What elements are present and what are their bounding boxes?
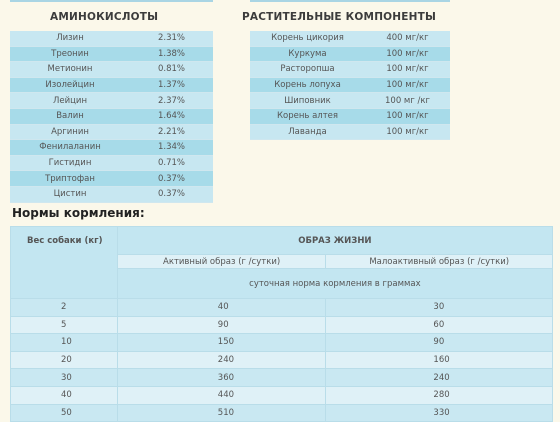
plant-name: Куркума (250, 46, 365, 62)
feeding-table (10, 226, 553, 422)
plant-row (250, 77, 450, 93)
amino-value: 0.81% (130, 62, 213, 78)
plants-title: РАСТИТЕЛЬНЫЕ КОМПОНЕНТЫ (242, 11, 437, 23)
daily-norm-label: суточная норма кормления в граммах (117, 269, 552, 299)
plant-row (250, 46, 450, 62)
amino-name: Фенилаланин (10, 140, 130, 156)
lifestyle-header: ОБРАЗ ЖИЗНИ (117, 227, 552, 255)
amino-value: 1.38% (130, 46, 213, 62)
plant-row (250, 93, 450, 109)
plant-value: 100 мг/кг (365, 124, 450, 140)
amino-row (10, 186, 213, 202)
feeding-weight: 20 (11, 351, 118, 369)
amino-row (10, 140, 213, 156)
amino-name: Гистидин (10, 155, 130, 171)
amino-value: 2.21% (130, 124, 213, 140)
feeding-active: 440 (117, 386, 326, 404)
plant-row (250, 108, 450, 124)
feeding-row (11, 334, 553, 352)
amino-value: 0.37% (130, 186, 213, 202)
amino-row (10, 77, 213, 93)
plant-value: 100 мг/кг (365, 108, 450, 124)
amino-name: Лейцин (10, 93, 130, 109)
amino-name: Лизин (10, 31, 130, 46)
feeding-weight: 5 (11, 316, 118, 334)
plant-name: Корень лопуха (250, 77, 365, 93)
amino-value: 1.34% (130, 140, 213, 156)
amino-name: Цистин (10, 186, 130, 202)
plants-table (250, 31, 450, 140)
amino-value: 2.31% (130, 31, 213, 46)
amino-row (10, 31, 213, 46)
plant-name: Шиповник (250, 93, 365, 109)
plant-value: 100 мг/кг (365, 62, 450, 78)
feeding-row (11, 369, 553, 387)
plant-name: Расторопша (250, 62, 365, 78)
amino-title: АМИНОКИСЛОТЫ (50, 11, 159, 23)
amino-value: 2.37% (130, 93, 213, 109)
plant-value: 100 мг/кг (365, 77, 450, 93)
amino-row (10, 108, 213, 124)
amino-row (10, 171, 213, 187)
top-divider-left (10, 0, 213, 2)
feeding-weight: 40 (11, 386, 118, 404)
amino-name: Изолейцин (10, 77, 130, 93)
plant-name: Корень цикория (250, 31, 365, 46)
feeding-title: Нормы кормления: (12, 206, 145, 220)
amino-value: 1.37% (130, 77, 213, 93)
feeding-row (11, 299, 553, 317)
inactive-header: Малоактивный образ (г /сутки) (326, 255, 553, 269)
feeding-active: 360 (117, 369, 326, 387)
feeding-row (11, 386, 553, 404)
amino-value: 1.64% (130, 108, 213, 124)
amino-name: Аргинин (10, 124, 130, 140)
feeding-row (11, 404, 553, 422)
feeding-weight: 2 (11, 299, 118, 317)
feeding-inactive: 30 (326, 299, 553, 317)
feeding-weight: 30 (11, 369, 118, 387)
feeding-active: 90 (117, 316, 326, 334)
amino-name: Триптофан (10, 171, 130, 187)
feeding-active: 240 (117, 351, 326, 369)
amino-row (10, 62, 213, 78)
feeding-row (11, 316, 553, 334)
feeding-inactive: 330 (326, 404, 553, 422)
plant-row (250, 31, 450, 46)
amino-row (10, 46, 213, 62)
weight-header-cell (11, 227, 118, 299)
feeding-active: 150 (117, 334, 326, 352)
top-divider-right (250, 0, 450, 2)
amino-table (10, 31, 213, 203)
feeding-inactive: 280 (326, 386, 553, 404)
feeding-inactive: 60 (326, 316, 553, 334)
weight-header: Вес собаки (кг) (27, 236, 103, 246)
plant-value: 100 мг /кг (365, 93, 450, 109)
amino-row (10, 155, 213, 171)
active-header: Активный образ (г /сутки) (117, 255, 326, 269)
plant-name: Лаванда (250, 124, 365, 140)
plant-row (250, 62, 450, 78)
plant-name: Корень алтея (250, 108, 365, 124)
plant-value: 100 мг/кг (365, 46, 450, 62)
plant-value: 400 мг/кг (365, 31, 450, 46)
feeding-inactive: 160 (326, 351, 553, 369)
amino-row (10, 124, 213, 140)
feeding-weight: 10 (11, 334, 118, 352)
amino-name: Метионин (10, 62, 130, 78)
amino-value: 0.71% (130, 155, 213, 171)
amino-name: Валин (10, 108, 130, 124)
feeding-active: 40 (117, 299, 326, 317)
plant-row (250, 124, 450, 140)
amino-row (10, 93, 213, 109)
feeding-active: 510 (117, 404, 326, 422)
feeding-weight: 50 (11, 404, 118, 422)
feeding-row (11, 351, 553, 369)
amino-name: Треонин (10, 46, 130, 62)
feeding-inactive: 90 (326, 334, 553, 352)
feeding-inactive: 240 (326, 369, 553, 387)
amino-value: 0.37% (130, 171, 213, 187)
